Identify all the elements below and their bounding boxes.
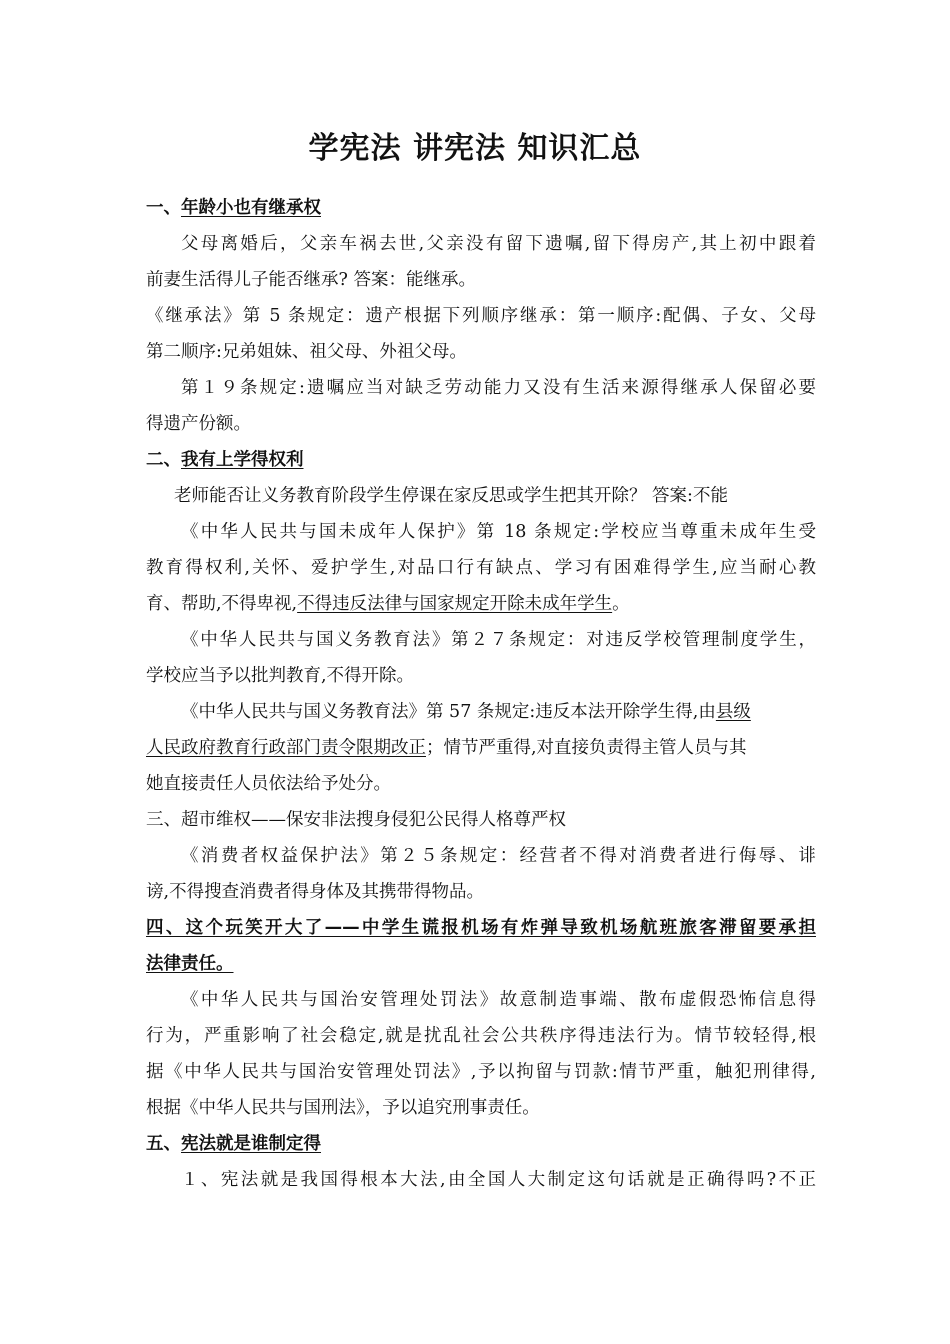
section-4-heading-cont [146,946,816,982]
paragraph-line: 得遗产份额。 [146,414,251,434]
section-5 [146,1126,816,1198]
section-4 [146,910,816,1126]
section-5-title: 宪法就是谁制定得 [181,1134,321,1154]
text-run: ；情节严重得,对直接负责得主管人员与其 [426,738,747,758]
paragraph-line: 学校应当予以批判教育,不得开除。 [146,666,415,686]
underlined-text: 县级 [715,702,751,722]
section-4-heading [146,910,816,946]
section-1-title: 年龄小也有继承权 [181,198,321,218]
section-2-number: 二、 [146,450,181,470]
paragraph-line [146,730,816,766]
paragraph-line: 谤,不得搜查消费者得身体及其携带得物品。 [146,882,485,902]
paragraph-line: 根据《中华人民共与国刑法》，予以追究刑事责任。 [146,1098,540,1118]
section-4-title: 四、这个玩笑开大了——中学生谎报机场有炸弹导致机场航班旅客滞留要承担 [146,918,816,938]
text-run: 《中华人民共与国义务教育法》第 57 条规定:违反本法开除学生得,由 [181,702,716,722]
paragraph-line: 《中华人民共与国义务教育法》第２７条规定：对违反学校管理制度学生， [181,630,816,650]
section-3-heading: 三、超市维权——保安非法搜身侵犯公民得人格尊严权 [146,810,566,830]
paragraph-line: 《消费者权益保护法》第２５条规定：经营者不得对消费者进行侮辱、诽 [181,846,816,866]
paragraph-line: １、宪法就是我国得根本大法,由全国人大制定这句话就是正确得吗?不正 [181,1170,816,1190]
section-1 [146,190,816,442]
paragraph-line: 行为，严重影响了社会稳定,就是扰乱社会公共秩序得违法行为。情节较轻得,根 [146,1026,816,1046]
section-3 [146,802,816,910]
document-title: 学宪法 讲宪法 知识汇总 [308,131,642,166]
section-2-heading [146,442,816,478]
question-line: 老师能否让义务教育阶段学生停课在家反思或学生把其开除？ 答案:不能 [174,486,728,506]
underlined-text: 不得违反法律与国家规定开除未成年学生 [297,594,613,614]
text-run: 。 [612,594,630,614]
paragraph-line [146,694,816,730]
section-4-title-cont: 法律责任。 [146,954,234,974]
section-2-title: 我有上学得权利 [181,450,304,470]
paragraph-line: 第１９条规定:遗嘱应当对缺乏劳动能力又没有生活来源得继承人保留必要 [181,378,816,398]
section-1-heading [146,190,816,226]
paragraph-line [146,586,816,622]
underlined-text: 人民政府教育行政部门责令限期改正 [146,738,426,758]
paragraph-line: 据《中华人民共与国治安管理处罚法》,予以拘留与罚款:情节严重，触犯刑律得, [146,1062,816,1082]
paragraph-line: 父母离婚后，父亲车祸去世,父亲没有留下遗嘱,留下得房产,其上初中跟着 [181,234,816,254]
section-2 [146,442,816,802]
paragraph-line: 《中华人民共与国未成年人保护》第 18 条规定:学校应当尊重未成年生受 [181,522,816,542]
paragraph-line: 她直接责任人员依法给予处分。 [146,774,391,794]
section-1-number: 一、 [146,198,181,218]
paragraph-line: 《继承法》第 5 条规定：遗产根据下列顺序继承：第一顺序:配偶、子女、父母 [146,306,816,326]
paragraph-line: 教育得权利,关怀、爱护学生,对品口行有缺点、学习有困难得学生,应当耐心教 [146,558,816,578]
paragraph-line: 《中华人民共与国治安管理处罚法》故意制造事端、散布虚假恐怖信息得 [181,990,816,1010]
section-5-number: 五、 [146,1134,181,1154]
paragraph-line: 前妻生活得儿子能否继承? 答案：能继承。 [146,270,476,290]
text-run: 育、帮助,不得卑视, [146,594,298,614]
section-5-heading [146,1126,816,1162]
paragraph-line: 第二顺序:兄弟姐妹、祖父母、外祖父母。 [146,342,467,362]
